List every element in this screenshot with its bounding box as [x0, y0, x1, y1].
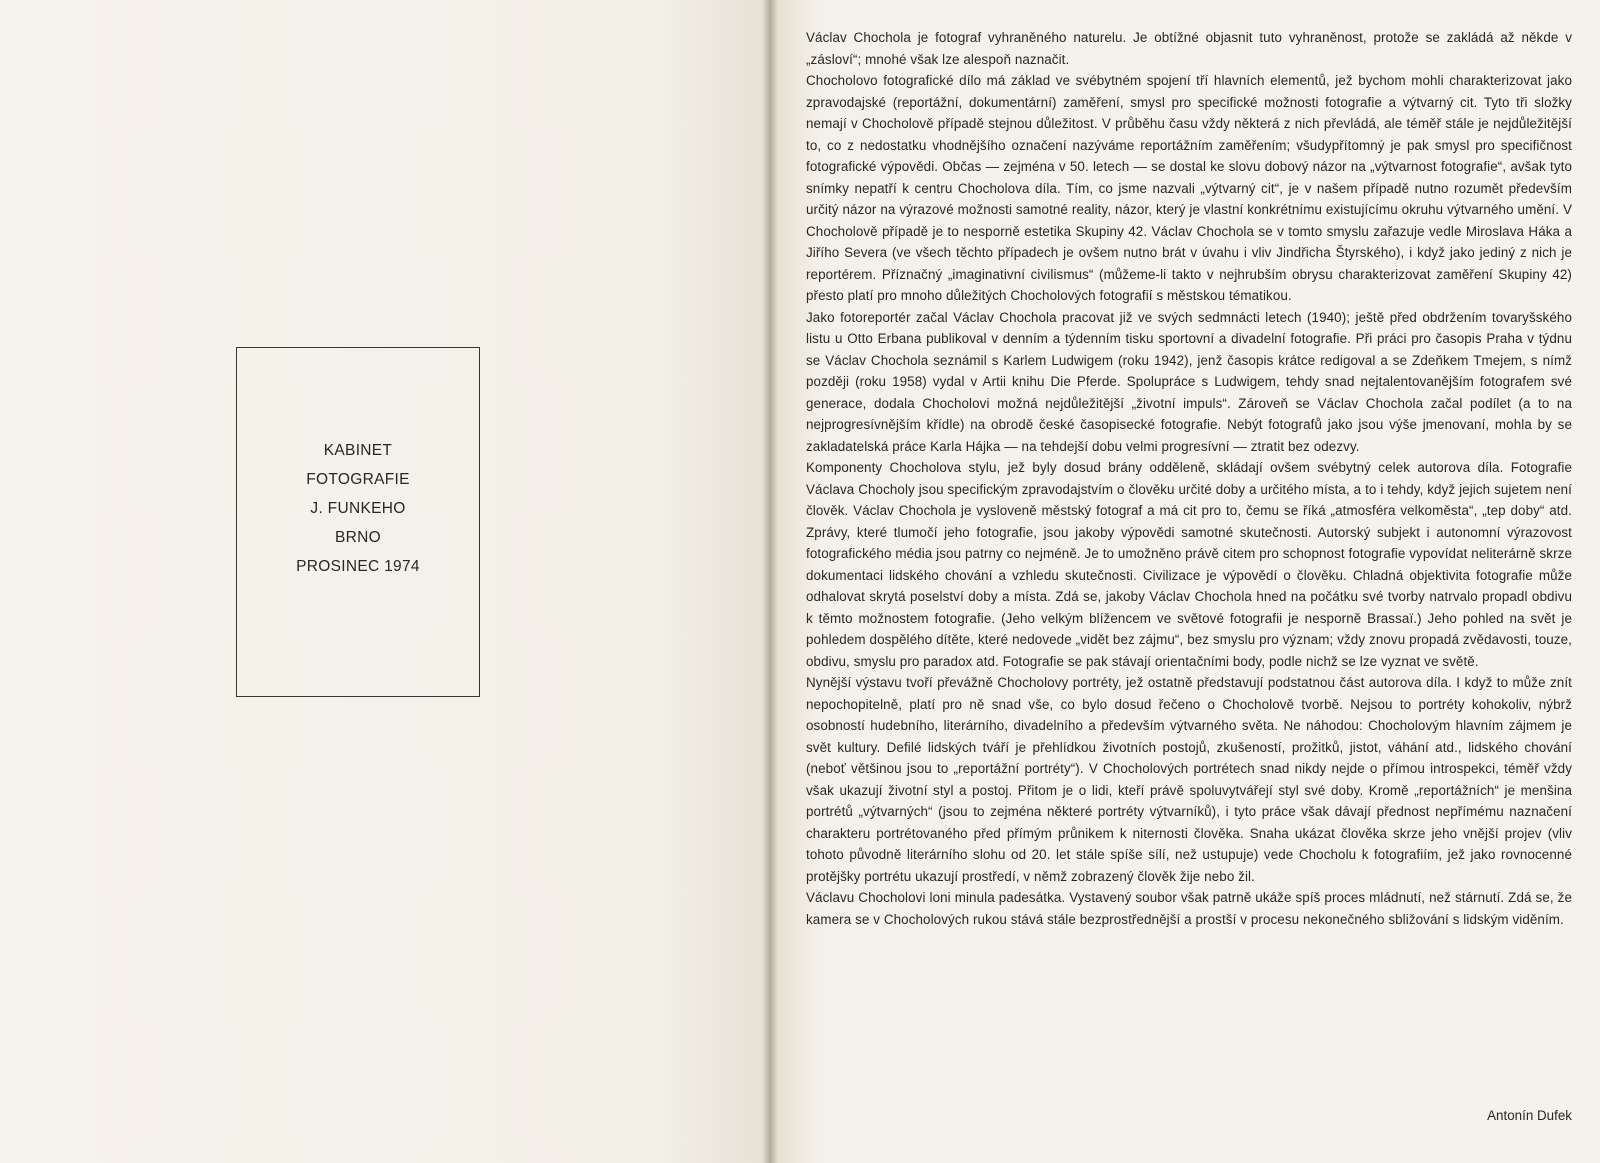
colophon-box: [236, 347, 480, 697]
colophon-line-name: J. FUNKEHO: [310, 500, 406, 517]
article-paragraph-6: Václavu Chocholovi loni minula padesátka. Vystavený soubor však patrně ukáže spíš proces mládnutí, než stárnutí. Zdá se, že kamera se v Chocholových rukou stává stále bezprostřednější a prostší v procesu nekonečného sbližování s lidským viděním.: [806, 890, 1572, 927]
colophon-line-date: PROSINEC 1974: [296, 558, 420, 575]
colophon-line-city: BRNO: [335, 529, 381, 546]
article-paragraph-1: Václav Chochola je fotograf vyhraněného naturelu. Je obtížné objasnit tuto vyhraněnost, protože se zakládá až někde v „zásloví“; mnohé však lze alespoň naznačit.: [806, 30, 1572, 67]
article-paragraph-3: Jako fotoreportér začal Václav Chochola pracovat již ve svých sedmnácti letech (1940); ještě před obdržením tovaryšského listu u Otto Erbana publikoval v denním a týdenním tisku sportovní a divadelní fotografie. Při práci pro časopis Praha v týdnu se Václav Chochola seznámil s Karlem Ludwigem (roku 1942), jenž časopis krátce redigoval a se Zdeňkem Tmejem, s nímž později (roku 1958) vydal v Artii knihu Die Pferde. Spolupráce s Ludwigem, tehdy snad nejtalentovanějším fotografem své generace, dodala Chocholovi možná nejdůležitější „životní impuls“. Zároveň se Václav Chochola začal podílet (a to na nejprogresívnějším křídle) na obrodě české časopisecké fotografie. Nebýt fotografů jako jsou výše jmenovaní, mohla by se zakladatelská práce Karla Hájka — na tehdejší dobu velmi progresívní — ztratit bez odezvy.: [806, 309, 1572, 454]
left-page: [0, 0, 770, 1163]
article-paragraph-4: Komponenty Chocholova stylu, jež byly dosud brány odděleně, skládají ovšem svébytný celek autorova díla. Fotografie Václava Chocholy jsou specifickým zpravodajstvím o člověku určité doby a určitého místa, a to i tehdy, když jejich sujetem není člověk. Václav Chochola je vysloveně městský fotograf a má cit pro to, čemu se říká „atmosféra velkoměsta“, „tep doby“ atd. Zprávy, které tlumočí jeho fotografie, jsou jakoby výpovědi samotné skutečnosti. Autorský subjekt i autonomní výrazovost fotografického média jsou patrny co nejméně. Je to umožněno právě citem pro schopnost fotografie vypovídat neliterárně skrze dokumentaci lidského chování a vzhledu skutečnosti. Civilizace je výpovědí o člověku. Chladná objektivita fotografie může odhalovat skrytá poselství doby a místa. Zdá se, jakoby Václav Chochola hned na počátku své tvorby natrvalo propadl obdivu k těmto možnostem fotografie. (Jeho velkým blížencem ve světové fotografii je nesporně Brassaï.) Jeho pohled na svět je pohledem dospělého dítěte, které nedovede „vidět bez zájmu“, bez smyslu pro význam; vždy znovu propadá zvědavosti, touze, obdivu, smyslu pro paradox atd. Fotografie se pak stávají orientačními body, podle nichž se lze vyznat ve světě.: [806, 460, 1572, 669]
article-paragraph-5: Nynější výstavu tvoří převážně Chocholovy portréty, jež ostatně představují podstatnou část autorova díla. I když to může znít nepochopitelně, platí pro ně snad vše, co bylo dosud řečeno o Chocholově tvorbě. Nejsou to portréty kohokoliv, nýbrž osobností hudebního, literárního, divadelního a především výtvarného světa. Ne náhodou: Chocholovým hlavním zájmem je svět kultury. Defilé lidských tváří je přehlídkou životních postojů, zkušeností, prožitků, jistot, váhání atd., lidského chování (neboť většinou jsou to „reportážní portréty“). V Chocholových portrétech snad nikdy nejde o přímou introspekci, téměř vždy však ukazují životní styl a postoj. Přitom je o lidi, kteří právě spoluvytvářejí styl své doby. Kromě „reportážních“ je menšina portrétů „výtvarných“ (jsou to zejména některé portréty výtvarníků), i tyto práce však dávají přednost nepřímému naznačení charakteru portrétovaného před přímým průnikem k niternosti člověka. Snaha ukázat člověka skrze jeho vnější projev (vliv tohoto původně literárního slohu od 20. let stále spíše sílí, než ustupuje) vede Chocholu k fotografiím, jež jako rovnocenné protějšky portrétu ukazují prostředí, v němž zobrazený člověk žije nebo žil.: [806, 675, 1572, 884]
book-gutter: [762, 0, 778, 1163]
article-body: [806, 27, 1572, 930]
colophon-text: [237, 436, 479, 581]
article-paragraph-2: Chocholovo fotografické dílo má základ ve svébytném spojení tří hlavních elementů, jež bychom mohli charakterizovat jako zpravodajské (reportážní, dokumentární) zaměření, smysl pro specifické možnosti fotografie a výtvarný cit. Tyto tři složky nemají v Chocholově případě stejnou důležitost. V průběhu času vždy některá z nich převládá, ale téměř stále je nejdůležitější to, co z nedostatku vhodnějšího označení nazýváme reportážním zaměřením; všudypřítomný je pak smysl pro specifičnost fotografické výpovědi. Občas — zejména v 50. letech — se dostal ke slovu dobový názor na „výtvarnost fotografie“, avšak tyto snímky nepatří k centru Chocholova díla. Tím, co jsme nazvali „výtvarný cit“, je v našem případě nutno rozumět především určitý názor na výrazové možnosti samotné reality, názor, který je vlastní konkrétnímu existujícímu okruhu výtvarného umění. V Chocholově případě je to nesporně estetika Skupiny 42. Václav Chochola se v tomto smyslu zařazuje vedle Miroslava Háka a Jiřího Severa (ve všech těchto případech je ovšem nutno brát v úvahu i vliv Jindřicha Štyrského), i když jako jediný z nich je reportérem. Příznačný „imaginativní civilismus“ (můžeme-li takto v nejhrubším obrysu charakterizovat zaměření Skupiny 42) přesto platí pro mnoho důležitých Chocholových fotografií s městskou tématikou.: [806, 73, 1572, 303]
colophon-line-institution: KABINET: [323, 442, 393, 459]
colophon-line-subject: FOTOGRAFIE: [306, 471, 410, 488]
author-signature: Antonín Dufek: [1487, 1108, 1572, 1123]
